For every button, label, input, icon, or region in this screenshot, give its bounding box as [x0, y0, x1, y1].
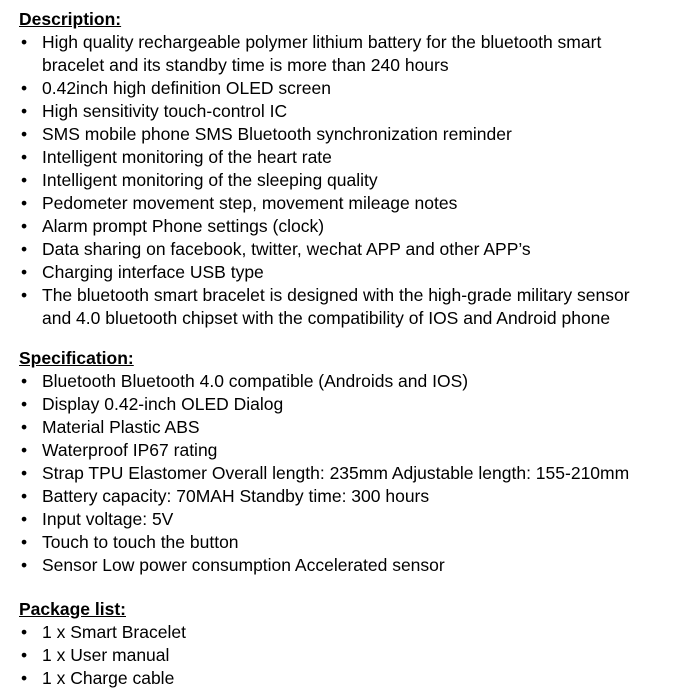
list-item-line: Alarm prompt Phone settings (clock) — [42, 216, 325, 236]
list-item — [19, 100, 684, 123]
list-item — [19, 261, 684, 284]
list-item-line: Material Plastic ABS — [42, 417, 200, 437]
bullet-icon: • — [21, 486, 28, 506]
list-item-line: 0.42inch high definition OLED screen — [42, 78, 331, 98]
list-item-text — [42, 416, 200, 439]
list-item — [19, 123, 684, 146]
list-item — [19, 77, 684, 100]
list-item-text — [42, 169, 378, 192]
list-item-text — [42, 462, 629, 485]
list-item-line: Input voltage: 5V — [42, 509, 174, 529]
list-item-text — [42, 531, 239, 554]
list-item-text — [42, 667, 174, 690]
bullet-icon: • — [21, 555, 28, 575]
list-item-line: High sensitivity touch-control IC — [42, 101, 288, 121]
bullet-icon: • — [21, 239, 28, 259]
list-item-line: High quality rechargeable polymer lithium battery for the bluetooth smart — [42, 32, 602, 52]
list-item — [19, 621, 684, 644]
package-section — [19, 598, 684, 690]
list-item — [19, 192, 684, 215]
list-item — [19, 393, 684, 416]
list-item-text — [42, 644, 169, 667]
list-item-text — [42, 100, 287, 123]
list-item — [19, 462, 684, 485]
specification-section — [19, 347, 684, 577]
list-item-text — [42, 146, 332, 169]
list-item — [19, 215, 684, 238]
list-item — [19, 531, 684, 554]
bullet-icon: • — [21, 532, 28, 552]
description-section — [19, 8, 684, 330]
list-item-text — [42, 77, 331, 100]
specification-heading: Specification: — [19, 348, 134, 368]
list-item-line: Waterproof IP67 rating — [42, 440, 218, 460]
list-item-line: SMS mobile phone SMS Bluetooth synchronization reminder — [42, 124, 512, 144]
bullet-icon: • — [21, 170, 28, 190]
list-item — [19, 238, 684, 261]
list-item-line: bracelet and its standby time is more than 240 hours — [42, 55, 449, 75]
list-item-line: Data sharing on facebook, twitter, wechat APP and other APP’s — [42, 239, 531, 259]
bullet-icon: • — [21, 101, 28, 121]
list-item-text — [42, 393, 283, 416]
list-item — [19, 554, 684, 577]
bullet-icon: • — [21, 371, 28, 391]
bullet-icon: • — [21, 394, 28, 414]
list-item — [19, 485, 684, 508]
bullet-icon: • — [21, 645, 28, 665]
list-item — [19, 284, 684, 330]
bullet-icon: • — [21, 285, 28, 305]
specification-list — [19, 370, 684, 577]
list-item-text — [42, 123, 512, 146]
list-item-text — [42, 261, 264, 284]
bullet-icon: • — [21, 440, 28, 460]
bullet-icon: • — [21, 262, 28, 282]
bullet-icon: • — [21, 147, 28, 167]
list-item-line: and 4.0 bluetooth chipset with the compatibility of IOS and Android phone — [42, 308, 611, 328]
list-item-line: 1 x User manual — [42, 645, 170, 665]
list-item-line: 1 x Smart Bracelet — [42, 622, 186, 642]
list-item-line: Sensor Low power consumption Accelerated sensor — [42, 555, 445, 575]
list-item-text — [42, 439, 217, 462]
list-item-text — [42, 215, 324, 238]
bullet-icon: • — [21, 78, 28, 98]
list-item — [19, 31, 684, 77]
bullet-icon: • — [21, 509, 28, 529]
list-item-line: Pedometer movement step, movement mileage notes — [42, 193, 458, 213]
list-item — [19, 439, 684, 462]
list-item — [19, 508, 684, 531]
list-item — [19, 370, 684, 393]
list-item-line: 1 x Charge cable — [42, 668, 175, 688]
list-item — [19, 416, 684, 439]
list-item-line: The bluetooth smart bracelet is designed with the high-grade military sensor — [42, 285, 630, 305]
list-item-text — [42, 554, 445, 577]
list-item-text — [42, 621, 186, 644]
list-item — [19, 667, 684, 690]
bullet-icon: • — [21, 463, 28, 483]
bullet-icon: • — [21, 193, 28, 213]
list-item-text — [42, 508, 173, 531]
bullet-icon: • — [21, 668, 28, 688]
list-item-text — [42, 31, 601, 77]
list-item-text — [42, 370, 468, 393]
list-item-line: Battery capacity: 70MAH Standby time: 300 hours — [42, 486, 430, 506]
package-heading: Package list: — [19, 599, 126, 619]
list-item-line: Charging interface USB type — [42, 262, 264, 282]
list-item-text — [42, 485, 429, 508]
description-heading: Description: — [19, 9, 122, 29]
description-list — [19, 31, 684, 330]
bullet-icon: • — [21, 32, 28, 52]
list-item — [19, 644, 684, 667]
list-item-line: Display 0.42-inch OLED Dialog — [42, 394, 284, 414]
list-item-text — [42, 192, 457, 215]
list-item — [19, 169, 684, 192]
bullet-icon: • — [21, 216, 28, 236]
bullet-icon: • — [21, 417, 28, 437]
list-item-line: Bluetooth Bluetooth 4.0 compatible (Androids and IOS) — [42, 371, 469, 391]
bullet-icon: • — [21, 124, 28, 144]
list-item-text — [42, 238, 531, 261]
list-item-line: Intelligent monitoring of the sleeping quality — [42, 170, 378, 190]
list-item-line: Intelligent monitoring of the heart rate — [42, 147, 332, 167]
list-item-text — [42, 284, 630, 330]
package-list — [19, 621, 684, 690]
list-item — [19, 146, 684, 169]
list-item-line: Touch to touch the button — [42, 532, 239, 552]
list-item-line: Strap TPU Elastomer Overall length: 235mm Adjustable length: 155-210mm — [42, 463, 630, 483]
bullet-icon: • — [21, 622, 28, 642]
